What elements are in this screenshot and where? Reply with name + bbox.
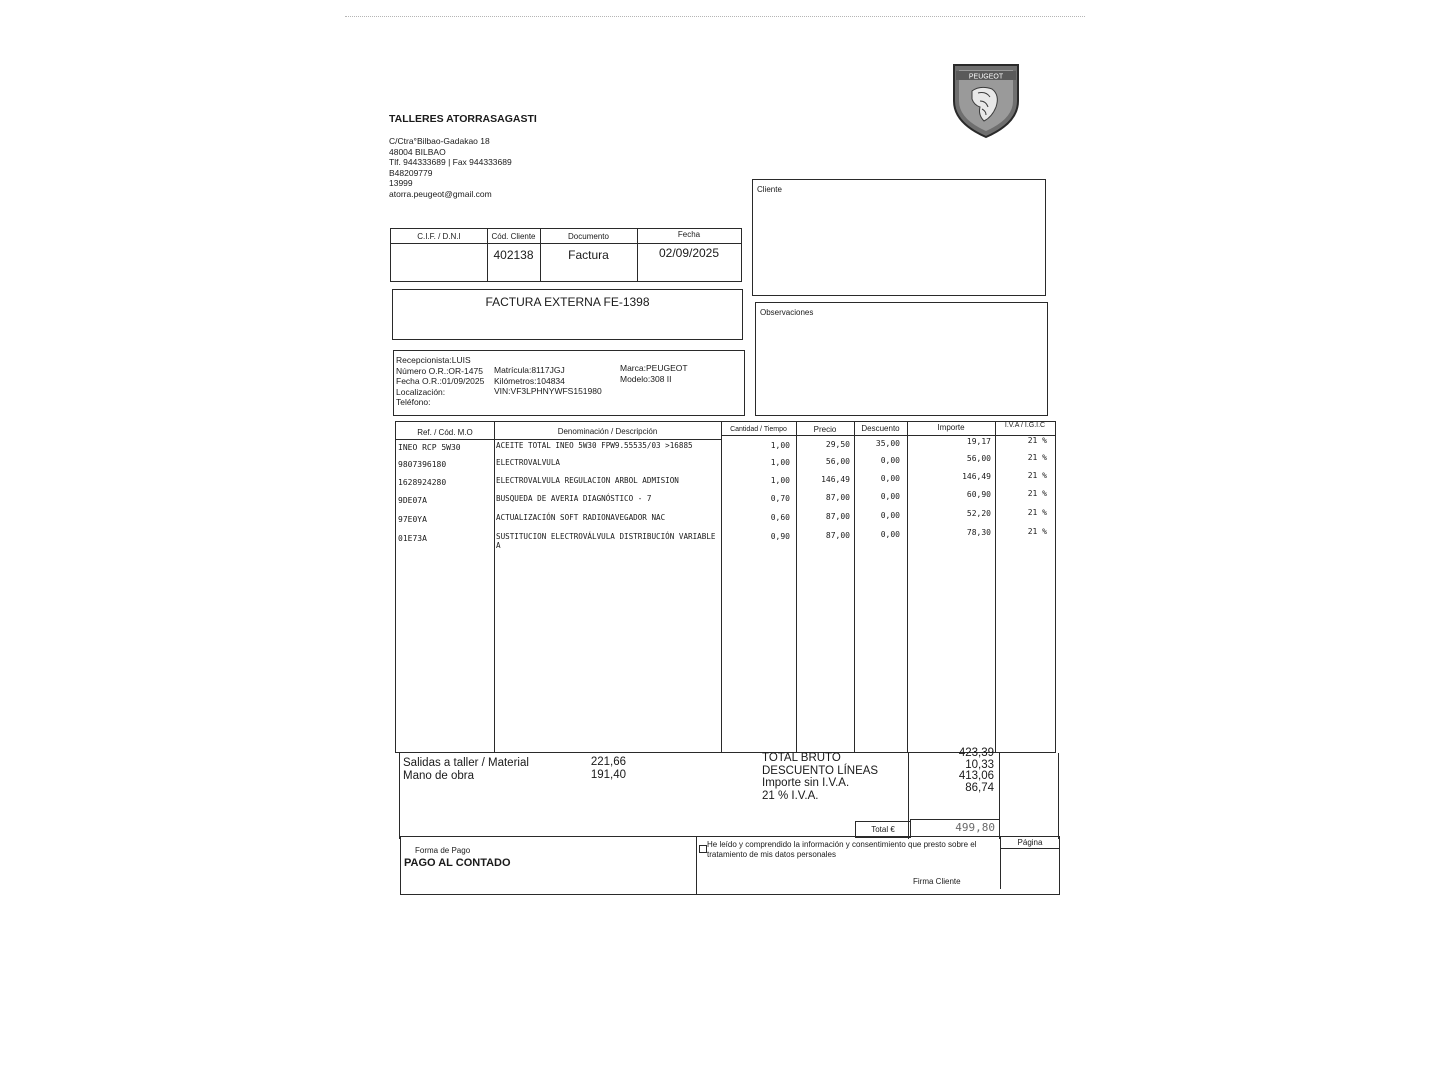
table-cell-amount: 56,00 [966,454,991,464]
net-amount-label: Importe sin I.V.A. [762,777,850,789]
net-amount-value: 413,06 [958,770,994,782]
kilometers: Kilómetros:104834 [494,375,565,386]
company-name: TALLERES ATORRASAGASTI [389,113,537,125]
table-cell-disc: 0,00 [880,529,900,539]
col-price-header: Precio [813,425,837,434]
table-cell-vat: 21 % [1027,527,1047,537]
date-value: 02/09/2025 [658,246,720,260]
summary-left-values [560,756,626,781]
table-cell-qty: 0,70 [770,494,790,503]
line-discount-value: 10,33 [965,758,994,771]
vehicle-col-2 [494,365,602,397]
table-cell-desc: ACEITE TOTAL INEO 5W30 FPW9.55535/03 >16885 [496,441,693,450]
table-cell-amount: 19,17 [966,437,991,447]
phone: Teléfono: [396,397,431,407]
col-vat-header: I.V.A / I.G.I.C [1004,422,1046,429]
signature-label: Firma Cliente [913,877,961,886]
table-cell-vat: 21 % [1027,471,1047,481]
table-cell-price: 56,00 [825,456,850,466]
total-value-cell [910,819,1000,837]
table-cell-ref: 01E73A [398,534,427,543]
table-cell-amount: 52,20 [966,509,991,519]
material-label: Salidas a taller / Material [403,757,529,769]
col-amount-header: Importe [937,423,965,432]
client-label: Cliente [757,185,782,194]
brand-logo [950,61,1022,139]
brand: Marca:PEUGEOT [620,363,688,373]
table-cell-desc: SUSTITUCION ELECTROVÁLVULA DISTRIBUCIÓN VARIABLE [496,532,716,541]
or-date: Fecha O.R.:01/09/2025 [396,376,485,386]
material-value: 221,66 [590,756,626,768]
table-cell-price: 87,00 [825,511,850,521]
document-header: Documento [568,232,609,241]
doc-title-box [392,289,743,340]
table-cell-ref: 9807396180 [398,460,447,469]
address-line: B48209779 [389,167,433,178]
cif-header: C.I.F. / D.N.I [417,232,461,241]
client-box [752,179,1046,296]
vat-value: 86,74 [965,781,994,794]
company-address [389,136,512,199]
address-line: Tlf. 944333689 | Fax 944333689 [389,157,512,167]
table-cell-price: 87,00 [825,492,850,502]
table-cell-vat: 21 % [1027,489,1047,499]
table-cell-disc: 0,00 [880,473,900,483]
summary-left-labels [403,757,529,782]
client-code-header: Cód. Cliente [491,232,536,241]
consent-checkbox[interactable] [699,845,707,853]
address-line: C/Ctra°Bilbao-Gadakao 18 [389,136,490,146]
table-cell-ref: 1628924280 [398,478,447,487]
labor-label: Mano de obra [403,769,474,782]
address-line: 13999 [389,178,413,188]
table-cell-qty: 1,00 [770,476,790,485]
col-qty-header: Cantidad / Tiempo [730,426,787,433]
table-cell-disc: 0,00 [880,491,900,501]
vin: VIN:VF3LPHNYWFS151980 [494,386,602,396]
logo-text: PEUGEOT [968,73,1004,81]
vat-label: 21 % I.V.A. [762,789,819,802]
address-line: 48004 BILBAO [389,146,446,157]
doc-title: FACTURA EXTERNA FE-1398 [485,295,650,309]
gross-total-value: 423,39 [958,747,994,759]
lines-table [395,421,1056,753]
observations-box [755,302,1048,416]
table-cell-amount: 78,30 [966,528,991,538]
observations-label: Observaciones [760,308,814,317]
table-cell-qty: 1,00 [770,458,790,467]
table-cell-ref: INEO RCP 5W30 [398,443,461,452]
summary-right-labels [762,752,878,802]
line-discount-label: DESCUENTO LÍNEAS [762,764,879,777]
table-cell-disc: 0,00 [880,510,900,520]
col-desc-header: Denominación / Descripción [557,427,658,436]
footer-box [400,836,1060,895]
table-cell-desc: ACTUALIZACIÓN SOFT RADIONAVEGADOR NAC [496,513,666,522]
plate: Matrícula:8117JGJ [494,365,565,375]
table-cell-amount: 60,90 [966,490,991,500]
table-cell-price: 29,50 [825,439,850,449]
table-cell-vat: 21 % [1027,453,1047,463]
payment-label: Forma de Pago [415,846,471,855]
document-value: Factura [568,248,609,262]
table-cell-disc: 0,00 [880,455,900,465]
table-cell-desc-continued: A [496,541,501,550]
total-value: 499,80 [955,821,995,834]
payment-value: PAGO AL CONTADO [404,857,511,869]
receptionist: Recepcionista:LUIS [396,355,471,365]
table-cell-amount: 146,49 [962,472,991,482]
scan-edge-line [345,16,1085,17]
total-label: Total € [871,825,895,834]
summary-right-values [918,748,994,794]
table-cell-desc: ELECTROVALVULA REGULACION ARBOL ADMISION [496,476,679,485]
model: Modelo:308 II [620,373,672,384]
labor-value: 191,40 [590,768,626,781]
table-cell-vat: 21 % [1027,508,1047,518]
page-label: Página [1017,838,1043,847]
table-cell-qty: 0,60 [770,513,790,522]
table-cell-price: 146,49 [821,474,850,484]
table-cell-vat: 21 % [1027,436,1047,446]
table-cell-desc: BUSQUEDA DE AVERIA DIAGNÓSTICO - 7 [496,494,652,503]
vehicle-info-box [393,350,745,416]
lion-shield-icon [950,61,1022,139]
col-ref-header: Ref. / Cód. M.O [417,428,473,437]
location: Localización: [396,386,446,397]
vehicle-col-1 [396,355,484,408]
col-disc-header: Descuento [861,424,900,433]
consent-text-line-1: He leído y comprendido la información y consentimiento que presto sobre el [707,840,977,849]
doc-header-table [390,228,742,282]
table-cell-ref: 9DE07A [398,496,427,505]
table-cell-price: 87,00 [825,530,850,540]
table-cell-disc: 35,00 [875,438,900,448]
consent-text-line-2: tratamiento de mis datos personales [707,850,836,859]
or-number: Número O.R.:OR-1475 [396,365,483,376]
address-line: atorra.peugeot@gmail.com [389,188,492,199]
table-cell-qty: 1,00 [770,441,790,450]
date-header: Fecha [677,230,701,239]
table-cell-ref: 97E0YA [398,515,427,524]
vehicle-col-3 [620,363,688,384]
table-cell-desc: ELECTROVALVULA [496,458,561,467]
gross-total-label: TOTAL BRUTO [762,752,841,764]
table-cell-qty: 0,90 [770,532,790,541]
client-code-value: 402138 [493,248,534,262]
